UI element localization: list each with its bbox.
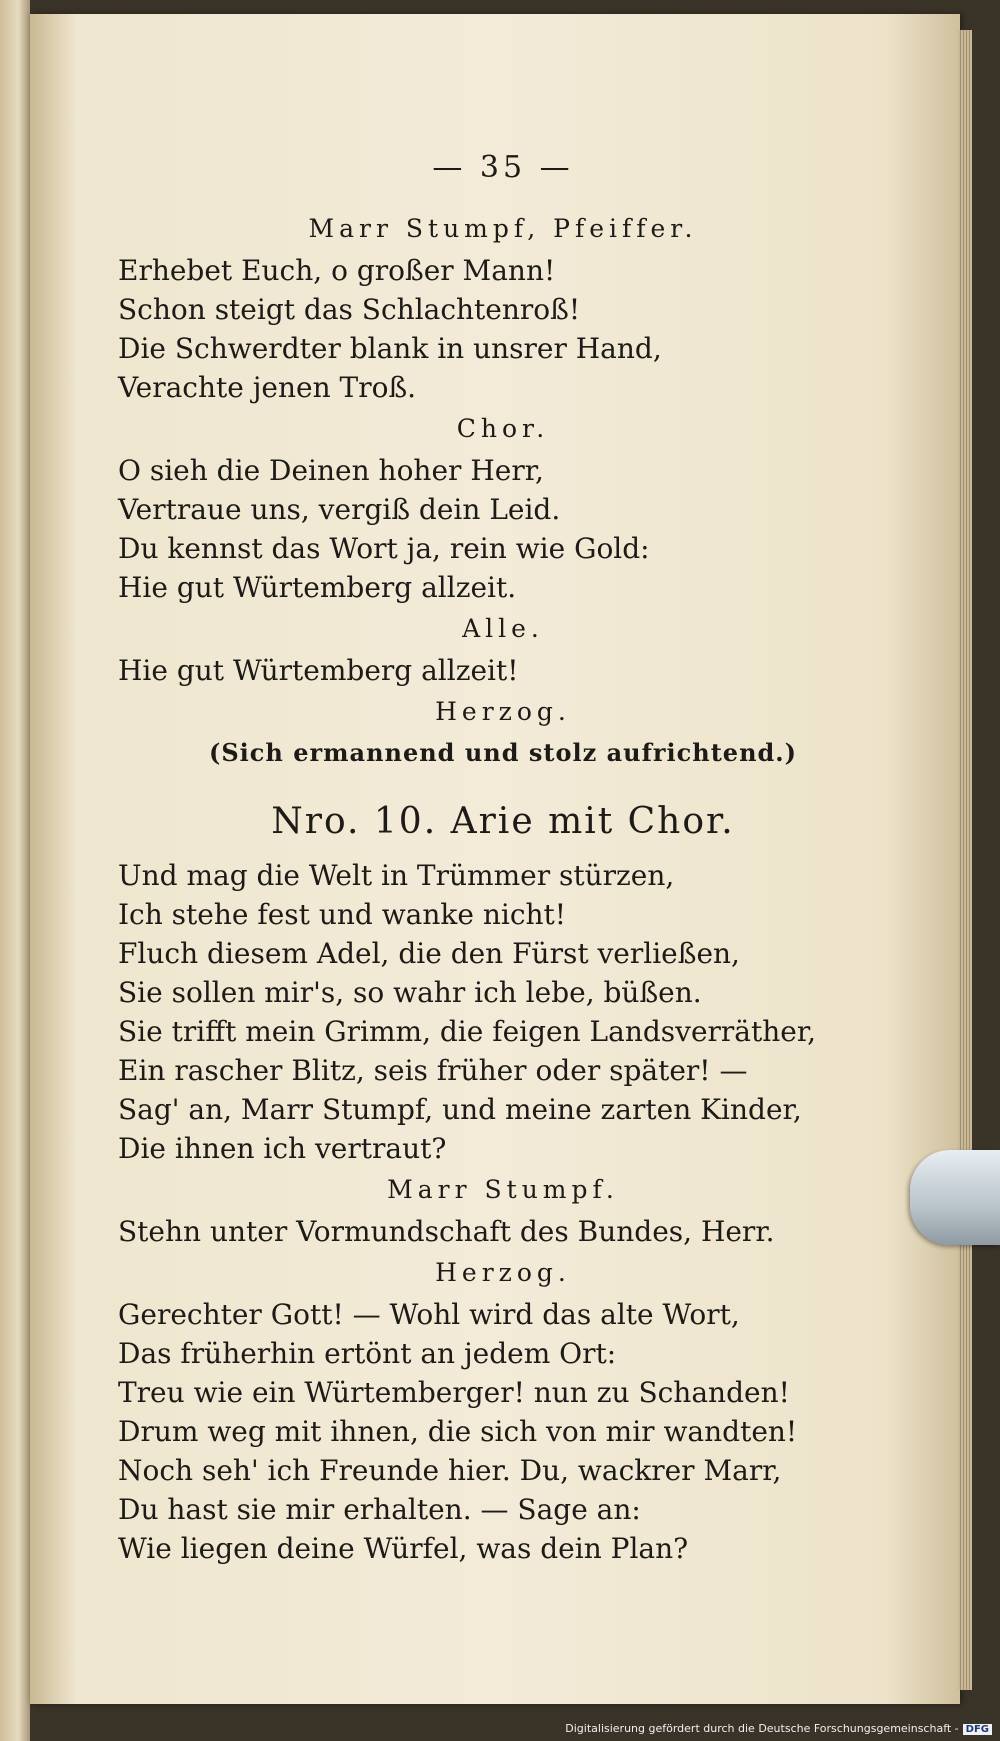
verse-line: Hie gut Würtemberg allzeit. (118, 571, 517, 604)
verse-line: Sie sollen mir's, so wahr ich lebe, büßen. (118, 976, 702, 1009)
speaker-label: Herzog. (435, 1258, 571, 1287)
verse-line: Du kennst das Wort ja, rein wie Gold: (118, 532, 650, 565)
verse-line: Und mag die Welt in Trümmer stürzen, (118, 859, 675, 892)
verse-line: Das früherhin ertönt an jedem Ort: (118, 1337, 617, 1370)
funding-footer (565, 1722, 992, 1735)
verse-line: Ich stehe fest und wanke nicht! (118, 898, 567, 931)
speaker-label: Marr Stumpf, Pfeiffer. (308, 214, 698, 243)
verse-line: O sieh die Deinen hoher Herr, (118, 454, 544, 487)
verse-line: Die Schwerdter blank in unsrer Hand, (118, 332, 662, 365)
verse-line: Erhebet Euch, o großer Mann! (118, 254, 556, 287)
speaker-label: Chor. (456, 414, 550, 443)
dfg-logo: DFG (963, 1724, 992, 1735)
verse-line: Schon steigt das Schlachtenroß! (118, 293, 581, 326)
stage-direction: (Sich ermannend und stolz aufrichtend.) (208, 738, 798, 767)
verse-line: Du hast sie mir erhalten. — Sage an: (118, 1493, 641, 1526)
verse-line: Noch seh' ich Freunde hier. Du, wackrer Marr, (118, 1454, 782, 1487)
verse-line: Ein rascher Blitz, seis früher oder später! — (118, 1054, 748, 1087)
page-stack-edge (958, 30, 972, 1690)
verse-line: Sie trifft mein Grimm, die feigen Landsverräther, (118, 1015, 817, 1048)
left-page-edge (0, 0, 30, 1741)
speaker-label: Alle. (462, 614, 544, 643)
verse-line: Sag' an, Marr Stumpf, und meine zarten Kinder, (118, 1093, 802, 1126)
verse-line: Drum weg mit ihnen, die sich von mir wandten! (118, 1415, 798, 1448)
verse-line: Gerechter Gott! — Wohl wird das alte Wort, (118, 1298, 740, 1331)
speaker-label: Herzog. (435, 697, 571, 726)
number-title: Nro. 10. Arie mit Chor. (271, 801, 735, 842)
speaker-label: Marr Stumpf. (387, 1175, 619, 1204)
funding-text: Digitalisierung gefördert durch die Deutsche Forschungsgemeinschaft - (565, 1722, 959, 1735)
verse-line: Die ihnen ich vertraut? (118, 1132, 447, 1165)
verse-line: Hie gut Würtemberg allzeit! (118, 654, 519, 687)
verse-line: Verachte jenen Troß. (118, 371, 417, 404)
page-number: — 35 — (432, 150, 574, 185)
page-clip (910, 1150, 1000, 1245)
verse-line: Stehn unter Vormundschaft des Bundes, Herr. (118, 1215, 775, 1248)
verse-line: Treu wie ein Würtemberger! nun zu Schanden! (118, 1376, 790, 1409)
verse-line: Fluch diesem Adel, die den Fürst verließen, (118, 937, 740, 970)
verse-line: Wie liegen deine Würfel, was dein Plan? (118, 1532, 689, 1565)
verse-line: Vertraue uns, vergiß dein Leid. (118, 493, 561, 526)
page-text (118, 150, 888, 1568)
